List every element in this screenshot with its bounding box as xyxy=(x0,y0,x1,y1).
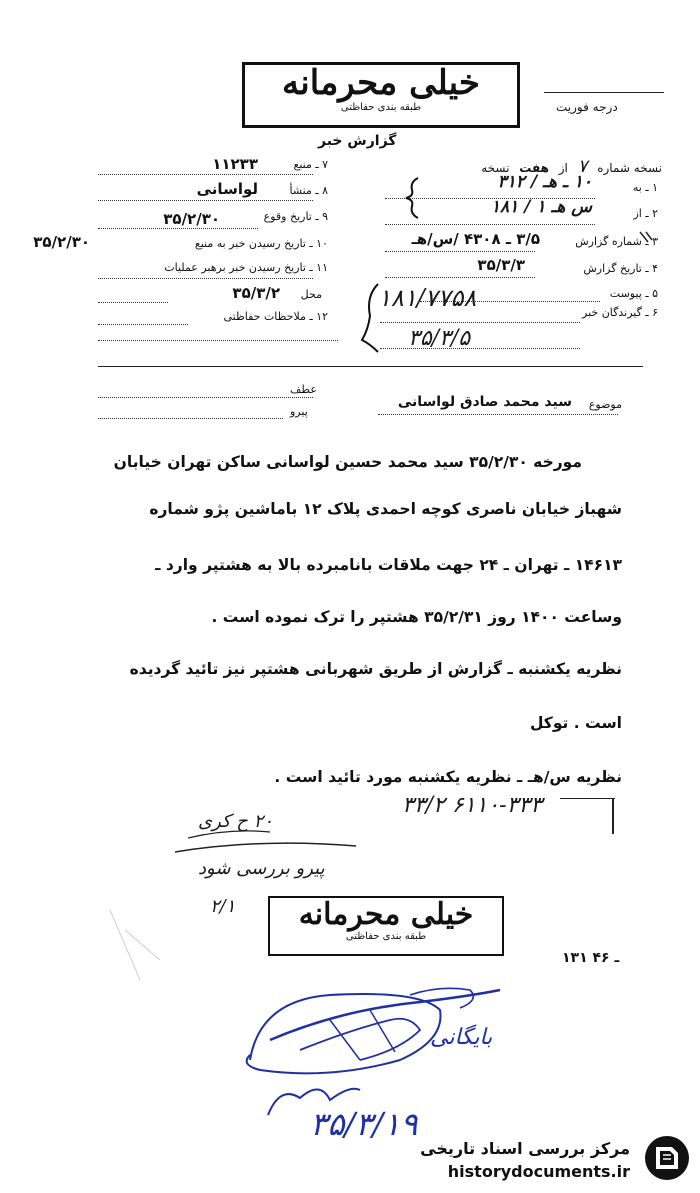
field-from-value: س هـ ۱ / ۱۸۱ xyxy=(490,197,592,217)
bottom-stamp-text: خیلی محرمانه xyxy=(298,897,474,932)
copies-total: هفت xyxy=(519,161,549,175)
ref-atf-label: عطف xyxy=(290,383,317,396)
body-line-5: نظریه یکشنبه ـ گزارش از طریق شهربانی هشتپر نیز تائید گردیده xyxy=(129,660,622,678)
field-report-date-value: ۳۵/۳/۳ xyxy=(477,256,525,274)
report-title: گزارش خبر xyxy=(318,133,397,149)
subject-label: موضوع xyxy=(588,398,622,411)
body-line-2: شهباز خیابان ناصری کوچه احمدی پلاک ۱۲ باماشین پژو شماره xyxy=(149,500,622,518)
body-line-6: است . توکل xyxy=(529,714,622,732)
field-event-date-value: ۳۵/۲/۳۰ xyxy=(163,210,220,228)
field-to-value: ۱۰ ـ هـ / ۳۱۲ xyxy=(497,172,592,192)
field-place-value: ۳۵/۳/۲ xyxy=(232,284,280,302)
field-report-number-value: ۳/۵ ـ ۴۳۰۸ /س/هـ xyxy=(411,230,540,248)
footer-url: historydocuments.ir xyxy=(447,1162,630,1181)
field-remarks-label: ۱۲ ـ ملاحظات حفاظتی xyxy=(223,310,328,323)
copies-of-label: از xyxy=(558,161,568,175)
handwritten-note-3: پیرو بررسی شود xyxy=(198,858,325,879)
field-event-date-label: ۹ ـ تاریخ وقوع xyxy=(263,210,328,223)
field-source-receipt-label: ۱۰ ـ تاریخ رسیدن خبر به منبع xyxy=(194,237,328,250)
copies-label: نسخه شماره xyxy=(597,161,662,175)
copies-unit-label: نسخه xyxy=(481,161,510,175)
handwritten-note-5: بایگانی xyxy=(430,1025,493,1050)
field-origin-label: ۸ ـ منشأ xyxy=(289,184,328,197)
handwritten-note-1: ۶۱۱۰-۳۳۳ ۳۳/۲ xyxy=(402,793,543,818)
priority-label: درجه فوریت xyxy=(556,100,618,114)
receiver-date-value: ۳۵/۳/۵ xyxy=(408,326,471,351)
body-line-4: وساعت ۱۴۰۰ روز ۳۵/۲/۳۱ هشتپر را ترک نموده است . xyxy=(211,608,622,626)
archive-logo-icon xyxy=(642,1133,692,1183)
field-origin-value: لواسانی xyxy=(196,180,258,198)
field-source-receipt-value: ۳۵/۲/۳۰ xyxy=(33,233,90,251)
body-line-3: ۱۴۶۱۳ ـ تهران ـ ۲۴ جهت ملاقات بانامبرده بالا به هشتپر وارد ـ xyxy=(155,556,622,574)
field-attachment-label: ۵ ـ پیوست xyxy=(609,287,658,300)
field-from-label: ۲ ـ از xyxy=(633,207,658,220)
subject-value: سید محمد صادق لواسانی xyxy=(397,394,572,410)
ref-peyro-label: پیرو xyxy=(290,405,308,418)
copies-number: ۷ xyxy=(577,156,588,177)
top-stamp-text: خیلی محرمانه xyxy=(282,63,480,103)
body-line-1: مورخه ۳۵/۲/۳۰ سید محمد حسین لواسانی ساکن تهران خیابان xyxy=(113,453,582,471)
field-report-date-label: ۴ ـ تاریخ گزارش xyxy=(583,262,658,275)
handwritten-note-2: ۲۰ ح کری xyxy=(198,811,273,832)
field-source-label: ۷ ـ منبع xyxy=(293,158,328,171)
footer-title: مرکز بررسی اسناد تاریخی xyxy=(420,1139,630,1158)
field-receivers-label: ۶ ـ گیرندگان خبر xyxy=(582,306,658,319)
body-line-7: نظریه س/هـ ـ نظریه یکشنبه مورد تائید است . xyxy=(274,768,622,786)
top-stamp-subtext: طبقه بندی حفاظتی xyxy=(340,102,422,114)
form-code: ۱۳۱ ـ ۴۶ xyxy=(562,950,620,966)
field-source-value: ۱۱۲۳۳ xyxy=(212,155,258,173)
handwritten-note-6: ۳۵/۳/۱۹ xyxy=(310,1105,418,1143)
field-to-label: ۱ ـ به xyxy=(632,181,658,194)
field-ops-receipt-label: ۱۱ ـ تاریخ رسیدن خبر برهبر عملیات xyxy=(164,261,328,274)
handwritten-note-4: ۲/۱ xyxy=(210,896,236,917)
field-report-number-label: ۳ ـ شماره گزارش xyxy=(575,235,658,248)
field-receivers-value: ۱۸۱/۷۷۵۸ xyxy=(378,284,477,312)
field-place-label: محل xyxy=(300,288,322,301)
bottom-stamp-subtext: طبقه بندی حفاظتی xyxy=(345,931,427,942)
